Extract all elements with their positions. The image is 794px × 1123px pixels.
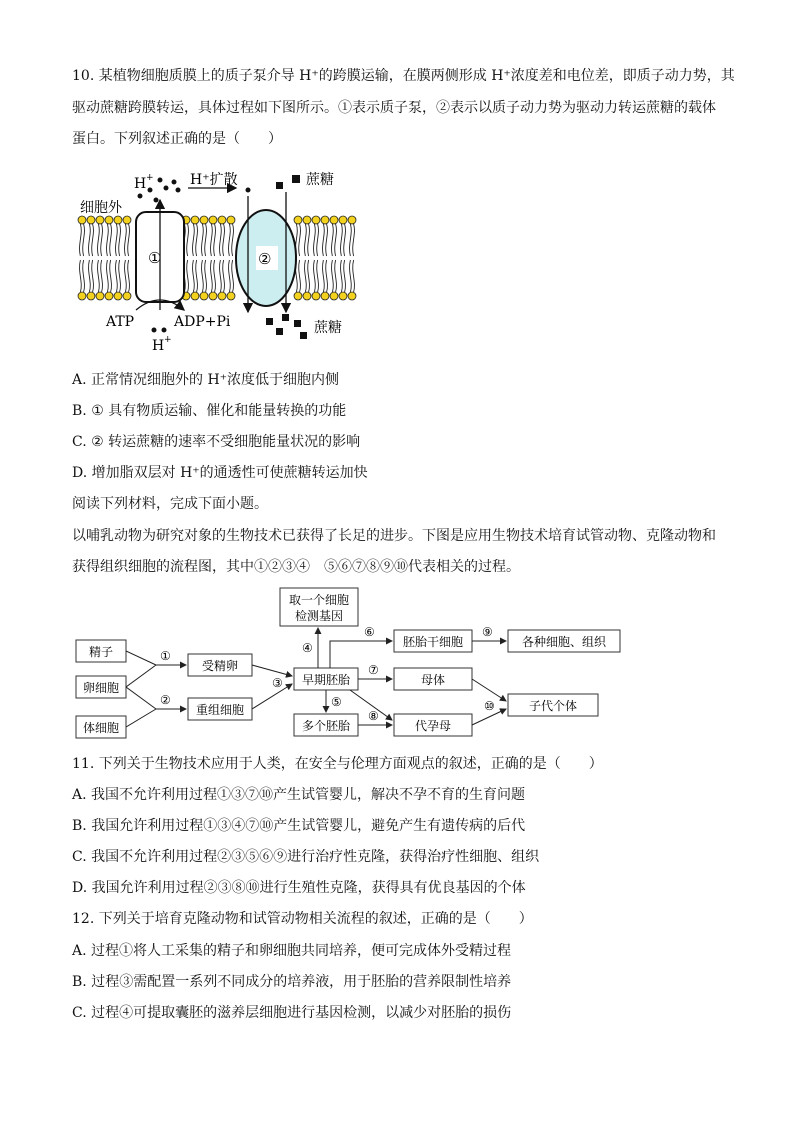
lipid-tail [98, 260, 100, 292]
lipid-tail [89, 260, 91, 292]
step-5: ⑤ [331, 695, 342, 709]
lipid-head [114, 292, 122, 300]
lipid-head [303, 292, 311, 300]
lipid-tail [125, 224, 127, 256]
lipid-tail [335, 260, 337, 292]
adp-label: ADP+Pi [174, 314, 231, 330]
lipid-tail [80, 260, 82, 292]
text-early-embryo: 早期胚胎 [302, 673, 351, 687]
lipid-tail [308, 224, 310, 256]
lipid-tail [229, 224, 231, 256]
lipid-tail [344, 224, 346, 256]
text-take-cell-1: 取一个细胞 [289, 593, 350, 607]
lipid-tail [83, 224, 85, 256]
lipid-head [114, 216, 122, 224]
lipid-tail [202, 224, 204, 256]
lipid-head [96, 292, 104, 300]
lipid-tail [116, 224, 118, 256]
lipid-tail [205, 224, 207, 256]
lipid-tail [187, 260, 189, 292]
q10-option-a: A. 正常情况细胞外的 H⁺浓度低于细胞内侧 [72, 372, 340, 388]
text-sperm: 精子 [89, 645, 114, 659]
proton-dots-inside [152, 328, 167, 333]
lipid-head [200, 292, 208, 300]
atp-label: ATP [106, 314, 135, 330]
lipid-tail [187, 224, 189, 256]
lipid-tail [110, 224, 112, 256]
q12-option-a: A. 过程①将人工采集的精子和卵细胞共同培养，便可完成体外受精过程 [72, 943, 512, 959]
lipid-tail [107, 224, 109, 256]
lipid-head [321, 292, 329, 300]
lipid-tail [350, 224, 352, 256]
sucrose-bottom-label: 蔗糖 [314, 320, 342, 336]
proton-pump-figure [76, 160, 376, 360]
q12-stem: 12. 下列关于培育克隆动物和试管动物相关流程的叙述，正确的是（ ） [72, 911, 533, 927]
lipid-tail [193, 224, 195, 256]
lipid-tail [223, 224, 225, 256]
step-7: ⑦ [368, 663, 379, 677]
lipid-tail [317, 260, 319, 292]
lipid-head [218, 292, 226, 300]
q10-option-c: C. ② 转运蔗糖的速率不受细胞能量状况的影响 [72, 434, 361, 450]
lipid-tail [305, 260, 307, 292]
h-bottom-plus: + [164, 335, 172, 345]
q10-stem-line-2: 驱动蔗糖跨膜转运，具体过程如下图所示。①表示质子泵，②表示以质子动力势为驱动力转运蔗糖的载体 [72, 100, 716, 116]
lipid-tail [323, 260, 325, 292]
biotech-flowchart [72, 584, 632, 744]
text-stem-cells: 胚胎干细胞 [403, 635, 464, 649]
lipid-tail [332, 260, 334, 292]
lipid-head [294, 292, 302, 300]
lipid-head [123, 216, 131, 224]
lipid-tail [299, 224, 301, 256]
lipid-head [312, 216, 320, 224]
lipid-head [294, 216, 302, 224]
lipid-tail [196, 260, 198, 292]
q10-stem-line-3: 蛋白。下列叙述正确的是（ ） [72, 131, 282, 147]
lipid-tail [305, 224, 307, 256]
h-diffusion-label: H⁺扩散 [190, 172, 238, 188]
lipid-tail [128, 224, 130, 256]
lipid-head [78, 292, 86, 300]
lipid-tail [202, 260, 204, 292]
h-top-plus: + [146, 173, 154, 183]
material-text-1: 以哺乳动物为研究对象的生物技术已获得了长足的进步。下图是应用生物技术培育试管动物、克隆动物和 [72, 528, 716, 544]
lipid-tail [220, 260, 222, 292]
lipid-tail [128, 260, 130, 292]
text-tissues: 各种细胞、组织 [522, 635, 607, 649]
lipid-tail [92, 260, 94, 292]
q11-option-d: D. 我国允许利用过程②③⑧⑩进行生殖性克隆，获得具有优良基因的个体 [72, 880, 526, 896]
lipid-tail [101, 260, 103, 292]
q10-option-d: D. 增加脂双层对 H⁺的通透性可使蔗糖转运加快 [72, 465, 368, 481]
lipid-head [348, 292, 356, 300]
lipid-tail [344, 260, 346, 292]
step-10: ⑩ [484, 699, 495, 713]
text-surrogate: 代孕母 [415, 719, 452, 733]
lipid-tail [92, 224, 94, 256]
lipid-head [191, 216, 199, 224]
lipid-tail [232, 224, 234, 256]
lipid-head [330, 216, 338, 224]
lipid-head [330, 292, 338, 300]
step-8: ⑧ [368, 709, 379, 723]
lipid-tail [211, 260, 213, 292]
lipid-tail [214, 224, 216, 256]
lipid-tail [107, 260, 109, 292]
lipid-head [321, 216, 329, 224]
lipid-head [218, 216, 226, 224]
lipid-tail [80, 224, 82, 256]
lipid-tail [125, 260, 127, 292]
lipid-head [303, 216, 311, 224]
lipid-tail [229, 260, 231, 292]
lipid-tail [211, 224, 213, 256]
q12-option-c: C. 过程④可提取囊胚的滋养层细胞进行基因检测，以减少对胚胎的损伤 [72, 1005, 512, 1021]
q11-option-b: B. 我国允许利用过程①③④⑦⑩产生试管婴儿，避免产生有遗传病的后代 [72, 818, 526, 834]
lipid-tail [232, 260, 234, 292]
material-text-2: 获得组织细胞的流程图，其中①②③④ ⑤⑥⑦⑧⑨⑩代表相关的过程。 [72, 559, 520, 575]
lipid-tail [332, 224, 334, 256]
lipid-tail [205, 260, 207, 292]
step-9: ⑨ [482, 625, 493, 639]
q12-option-b: B. 过程③需配置一系列不同成分的培养液，用于胚胎的营养限制性培养 [72, 974, 512, 990]
lipid-tail [350, 260, 352, 292]
lipid-tail [89, 224, 91, 256]
lipid-head [78, 216, 86, 224]
lipid-tail [214, 260, 216, 292]
lipid-head [87, 292, 95, 300]
step-6: ⑥ [364, 625, 375, 639]
text-fertilized: 受精卵 [202, 659, 239, 673]
lipid-head [339, 292, 347, 300]
lipid-tail [83, 260, 85, 292]
lipid-tail [193, 260, 195, 292]
step-3: ③ [272, 676, 283, 690]
text-recombinant: 重组细胞 [196, 703, 245, 717]
sucrose-top-label: 蔗糖 [306, 172, 334, 188]
lipid-tail [353, 260, 355, 292]
lipid-head [96, 216, 104, 224]
lipid-head [312, 292, 320, 300]
lipid-tail [341, 224, 343, 256]
lipid-head [105, 216, 113, 224]
lipid-tail [110, 260, 112, 292]
lipid-head [200, 216, 208, 224]
lipid-head [87, 216, 95, 224]
lipid-tail [317, 224, 319, 256]
lipid-head [348, 216, 356, 224]
lipid-head [191, 292, 199, 300]
lipid-bilayer [78, 216, 356, 300]
lipid-tail [299, 260, 301, 292]
lipid-tail [323, 224, 325, 256]
text-egg: 卵细胞 [83, 681, 120, 695]
lipid-head [123, 292, 131, 300]
lipid-tail [119, 260, 121, 292]
lipid-head [227, 292, 235, 300]
lipid-tail [314, 224, 316, 256]
step-4: ④ [302, 641, 313, 655]
q10-option-b: B. ① 具有物质运输、催化和能量转换的功能 [72, 403, 347, 419]
text-somatic: 体细胞 [83, 721, 120, 735]
lipid-tail [220, 224, 222, 256]
lipid-head [209, 216, 217, 224]
lipid-tail [353, 224, 355, 256]
q11-option-a: A. 我国不允许利用过程①③⑦⑩产生试管婴儿，解决不孕不育的生育问题 [72, 787, 526, 803]
carrier-label: ② [258, 250, 272, 268]
lipid-tail [326, 224, 328, 256]
lipid-tail [335, 224, 337, 256]
lipid-tail [223, 260, 225, 292]
lipid-head [105, 292, 113, 300]
lipid-tail [326, 260, 328, 292]
lipid-tail [341, 260, 343, 292]
q11-stem: 11. 下列关于生物技术应用于人类，在安全与伦理方面观点的叙述，正确的是（ ） [72, 756, 603, 772]
lipid-tail [116, 260, 118, 292]
lipid-tail [314, 260, 316, 292]
h-top-label: H [134, 176, 147, 192]
text-take-cell-2: 检测基因 [295, 609, 344, 623]
q11-option-c: C. 我国不允许利用过程②③⑤⑥⑨进行治疗性克隆，获得治疗性细胞、组织 [72, 849, 540, 865]
text-mother: 母体 [421, 673, 446, 687]
text-offspring: 子代个体 [529, 699, 578, 713]
outside-label: 细胞外 [80, 200, 122, 216]
h-bottom-label: H [152, 338, 165, 354]
lipid-tail [119, 224, 121, 256]
lipid-tail [196, 224, 198, 256]
text-multi-embryo: 多个胚胎 [302, 719, 351, 733]
lipid-head [227, 216, 235, 224]
q10-stem-line-1: 10. 某植物细胞质膜上的质子泵介导 H⁺的跨膜运输，在膜两侧形成 H⁺浓度差和电位差，即质子动力势，其 [72, 68, 735, 84]
step-2: ② [160, 693, 171, 707]
lipid-head [339, 216, 347, 224]
step-1: ① [160, 649, 171, 663]
lipid-tail [101, 224, 103, 256]
lipid-tail [98, 224, 100, 256]
pump-label: ① [148, 249, 162, 267]
lipid-tail [308, 260, 310, 292]
lipid-head [209, 292, 217, 300]
material-intro: 阅读下列材料，完成下面小题。 [72, 496, 268, 512]
